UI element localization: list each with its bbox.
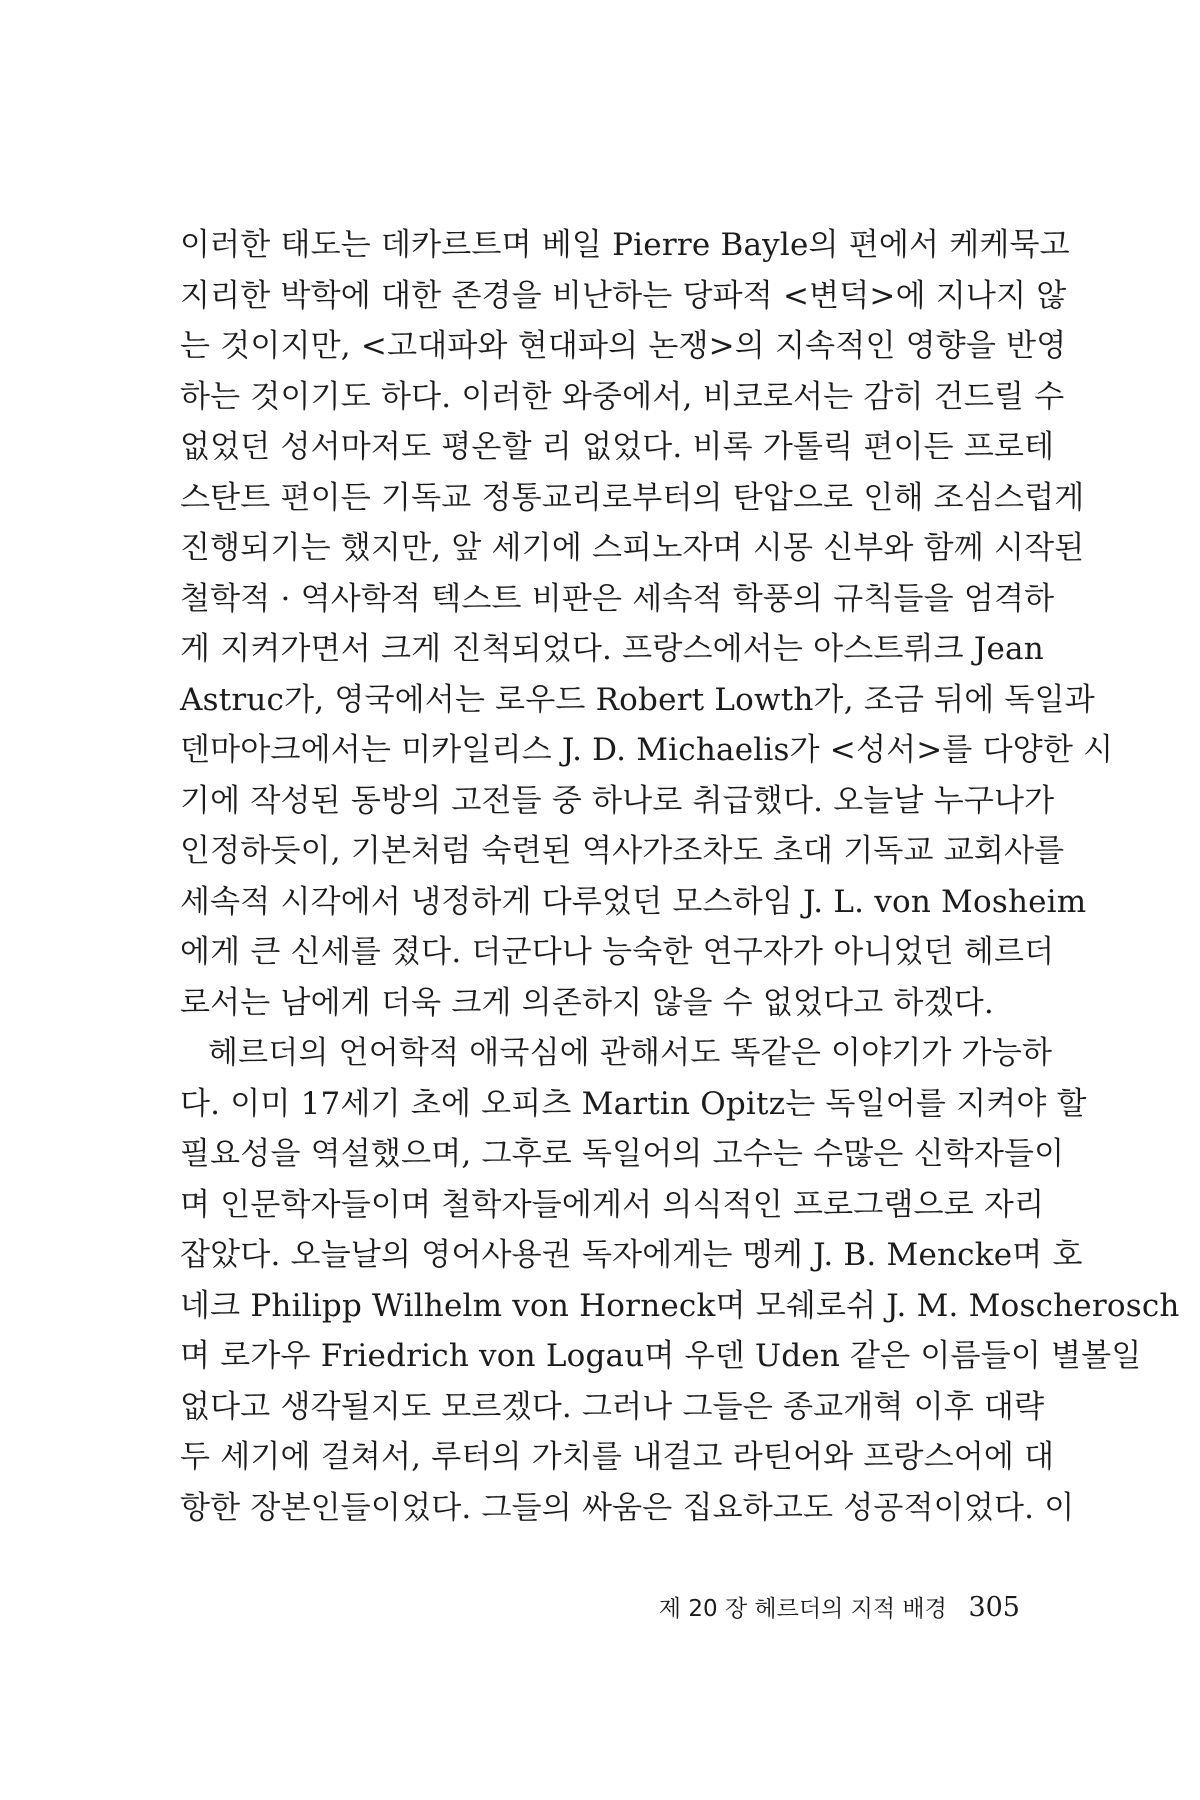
text-line: 이러한 태도는 데카르트며 베일 Pierre Bayle의 편에서 케케묵고 [180, 227, 1070, 263]
text-line: 없다고 생각될지도 모르겠다. 그러나 그들은 종교개혁 이후 대략 [180, 1388, 1045, 1425]
text-line: 잡았다. 오늘날의 영어사용권 독자에게는 멩케 J. B. Mencke며 호 [180, 1237, 1083, 1273]
paragraph-2 [180, 1028, 1180, 1533]
running-footer-chapter: 제 20 장 헤르더의 지적 배경 [658, 1596, 947, 1622]
text-line: 는 것이지만, <고대파와 현대파의 논쟁>의 지속적인 영향을 반영 [180, 328, 1067, 364]
text-line: 다. 이미 17세기 초에 오피츠 Martin Opitz는 독일어를 지켜야 할 [180, 1085, 1087, 1122]
text-line: 며 인문학자들이며 철학자들에게서 의식적인 프로그램으로 자리 [180, 1186, 1045, 1223]
page-footer [659, 1590, 1020, 1623]
text-line: 없었던 성서마저도 평온할 리 없었다. 비록 가톨릭 편이든 프로테 [180, 429, 1055, 465]
text-line: 진행되기는 했지만, 앞 세기에 스피노자며 시몽 신부와 함께 시작된 [180, 530, 1085, 566]
text-line: 인정하듯이, 기본처럼 숙련된 역사가조차도 초대 기독교 교회사를 [180, 833, 1065, 869]
text-line: 에게 큰 신세를 졌다. 더군다나 능숙한 연구자가 아니었던 헤르더 [180, 934, 1055, 970]
text-line: 하는 것이기도 하다. 이러한 와중에서, 비코로서는 감히 건드릴 수 [180, 378, 1065, 415]
text-line: 철학적 · 역사학적 텍스트 비판은 세속적 학풍의 규칙들을 엄격하 [180, 580, 1055, 617]
text-line: 헤르더의 언어학적 애국심에 관해서도 똑같은 이야기가 가능하 [208, 1035, 1053, 1071]
text-line: 항한 장본인들이었다. 그들의 싸움은 집요하고도 성공적이었다. 이 [180, 1489, 1075, 1526]
text-line: 세속적 시각에서 냉정하게 다루었던 모스하임 J. L. von Mosheim [180, 883, 1087, 920]
text-line: 스탄트 편이든 기독교 정통교리로부터의 탄압으로 인해 조심스럽게 [180, 479, 1085, 516]
text-line: 두 세기에 걸쳐서, 루터의 가치를 내걸고 라틴어와 프랑스어에 대 [180, 1439, 1055, 1475]
paragraph-1 [180, 220, 1114, 1028]
body-text [180, 220, 1180, 1533]
page-number: 305 [968, 1592, 1020, 1623]
text-line: 기에 작성된 동방의 고전들 중 하나로 취급했다. 오늘날 누구나가 [180, 782, 1055, 819]
text-line: 덴마아크에서는 미카일리스 J. D. Michaelis가 <성서>를 다양한 시 [180, 732, 1114, 768]
text-line: 며 로가우 Friedrich von Logau며 우덴 Uden 같은 이름들이 별볼일 [180, 1338, 1142, 1374]
text-line: 네크 Philipp Wilhelm von Horneck며 모쉐로쉬 J. M. Moscherosch [180, 1287, 1180, 1324]
text-line: 로서는 남에게 더욱 크게 의존하지 않을 수 없었다고 하겠다. [180, 984, 994, 1021]
text-line: 게 지켜가면서 크게 진척되었다. 프랑스에서는 아스트뤼크 Jean [180, 631, 1044, 667]
text-line: Astruc가, 영국에서는 로우드 Robert Lowth가, 조금 뒤에 독일과 [180, 681, 1095, 718]
text-line: 지리한 박학에 대한 존경을 비난하는 당파적 <변덕>에 지나지 않 [180, 277, 1067, 314]
text-line: 필요성을 역설했으며, 그후로 독일어의 고수는 수많은 신학자들이 [180, 1136, 1065, 1172]
